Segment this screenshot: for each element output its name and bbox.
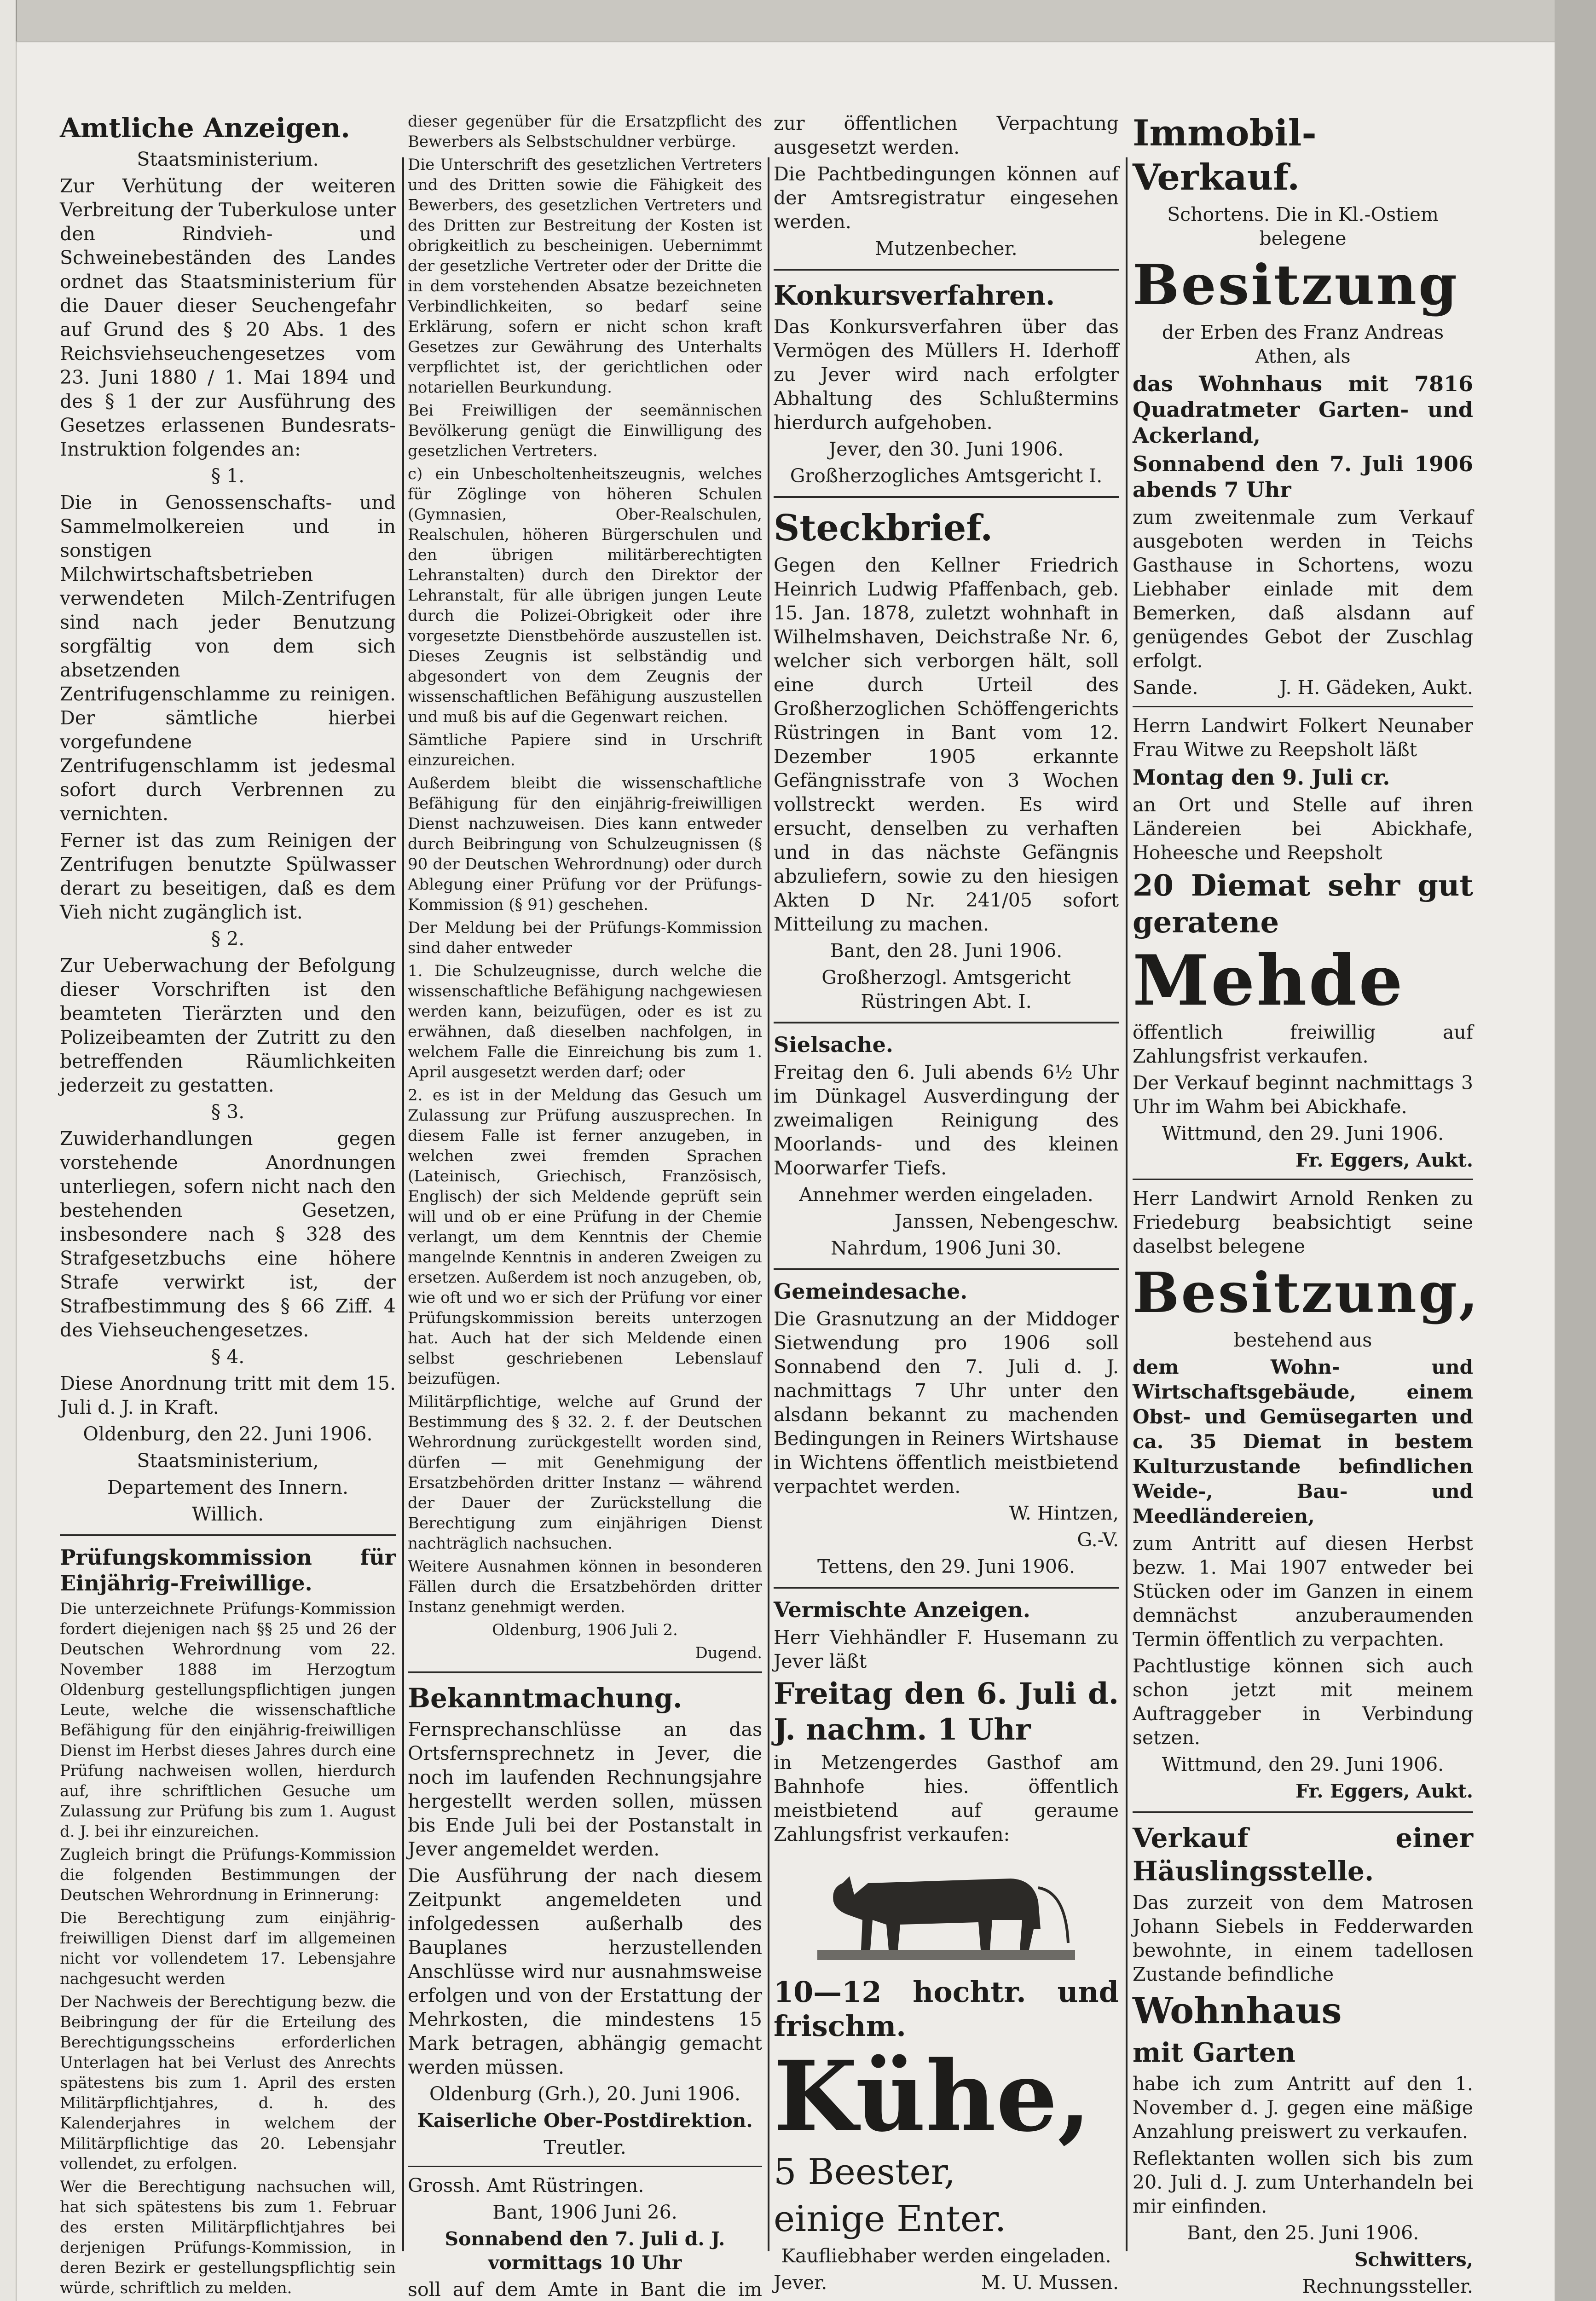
- paragraph: Die Ausführung der nach diesem Zeitpunkt angemeldeten und infolgedessen außerhalb des Bauplanes herzustellenden Anschlüsse wird nur ausnahmsweise erfolgen und von der Erstattung der Mehrkosten, die mindestens 15 Mark betragen, abhängig gemacht werden müssen.: [408, 1865, 762, 2078]
- auction-date: Freitag den 6. Juli d. J. nachm. 1 Uhr: [774, 1677, 1119, 1747]
- section-mark: § 1.: [211, 465, 245, 487]
- column-rule: [402, 157, 404, 2251]
- date-line: Bant, den 25. Juni 1906.: [1186, 2222, 1419, 2244]
- divider: [1133, 1811, 1473, 1813]
- hay-headline: Mehde: [1133, 940, 1405, 1021]
- date-line: Oldenburg, 1906 Juli 2.: [492, 1621, 678, 1639]
- official-notices-heading: Amtliche Anzeigen.: [60, 112, 350, 144]
- place-name: Jever.: [774, 2272, 827, 2294]
- house-headline: Wohnhaus: [1133, 1990, 1342, 2032]
- signature-line: Departement des Innern.: [107, 1476, 349, 1498]
- section-mark: § 3.: [211, 1101, 245, 1123]
- cattle-count: 10—12 hochtr. und frischm.: [774, 1975, 1119, 2043]
- paragraph: Die unterzeichnete Prüfungs-Kommission fordert diejenigen nach §§ 25 und 26 der Deutschen Wehrordnung vom 22. November 1888 im Herzogtum Oldenburg gestellungspflichtigen jungen Leute, welche die wissenschaftliche Befähigung für den einjährig-freiwilligen Dienst im Herbst dieses Jahres durch eine Prüfung nachweisen wollen, hierdurch auf, ihre schriftlichen Gesuche um Zulassung zur Prüfung bis zum 1. August d. J. bei ihr einzureichen.: [60, 1600, 396, 1841]
- section-mark: § 4.: [211, 1346, 245, 1368]
- paragraph: Bei Freiwilligen der seemännischen Bevölkerung genügt die Einwilligung des gesetzlichen Vertreters.: [408, 401, 762, 460]
- paragraph: Schortens. Die in Kl.-Ostiem belegene: [1167, 203, 1439, 249]
- authority-line: Großherzogliches Amtsgericht I.: [790, 465, 1103, 487]
- divider: [774, 1268, 1119, 1270]
- paragraph: Der Verkauf beginnt nachmittags 3 Uhr im Wahm bei Abickhafe.: [1133, 1072, 1473, 1118]
- signature-row: [774, 2271, 1119, 2295]
- paragraph: Weitere Ausnahmen können in besonderen Fällen durch die Ersatzbehörden dritter Instanz genehmigt werden.: [408, 1557, 762, 1616]
- paragraph: c) ein Unbescholtenheitszeugnis, welches für Zöglinge von höheren Schulen (Gymnasien, Ober-Realschulen, Realschulen, höheren Bürgerschulen und den übrigen militärberechtigten Lehranstalten) durch den Direktor der Lehranstalt, für alle übrigen jungen Leute durch die Polizei-Obrigkeit oder ihre vorgesetzte Dienstbehörde auszustellen ist. Dieses Zeugnis ist selbständig und abgesondert von dem Zeugnis der wissenschaftlichen Befähigung auszustellen und muß bis auf die Gegenwart reichen.: [408, 465, 762, 726]
- divider: [408, 2166, 762, 2167]
- paragraph: dieser gegenüber für die Ersatzpflicht des Bewerbers als Selbstschuldner verbürge.: [408, 112, 762, 151]
- signature-name: Janssen, Nebengeschw.: [894, 1210, 1119, 1232]
- paragraph: Sämtliche Papiere sind in Urschrift einzureichen.: [408, 731, 762, 769]
- paragraph: öffentlich freiwillig auf Zahlungsfrist verkaufen.: [1133, 1021, 1473, 1067]
- paragraph: Die Berechtigung zum einjährig-freiwilligen Dienst darf im allgemeinen nicht vor vollendetem 17. Lebensjahre nachgesucht werden: [60, 1909, 396, 1988]
- paragraph: Fernsprechanschlüsse an das Ortsfernsprechnetz in Jever, die noch im laufenden Rechnungsjahre hergestellt werden sollen, müssen bis Ende Juli bei der Postanstalt in Jever angemeldet werden.: [408, 1718, 762, 1860]
- paragraph: Gegen den Kellner Friedrich Heinrich Ludwig Pfaffenbach, geb. 15. Jan. 1878, zuletzt wohnhaft in Wilhelmshaven, Deichstraße Nr. 6, welcher sich verborgen hält, soll eine durch Urteil des Großherzoglichen Schöffengerichts Rüstringen in Bant vom 12. Dezember 1905 erkannte Gefängnisstrafe von 3 Wochen vollstreckt werden. Es wird ersucht, denselben zu verhaften und in das nächste Gefängnis abzuliefern, sowie zu den hiesigen Akten D Nr. 241/05 sofort Mitteilung zu machen.: [774, 554, 1119, 935]
- paragraph: Zur Verhütung der weiteren Verbreitung der Tuberkulose unter den Rindvieh- und Schweinebeständen des Landes ordnet das Staatsministerium für die Dauer dieser Seuchengefahr auf Grund des § 20 Abs. 1 des Reichsviehseuchengesetzes vom 23. Juni 1880 / 1. Mai 1894 und des § 1 der zur Ausführung des Gesetzes erlassenen Bundesrats-Instruktion folgendes an:: [60, 175, 396, 460]
- paragraph: Herrn Landwirt Folkert Neunaber Frau Witwe zu Reepsholt läßt: [1133, 715, 1473, 761]
- paragraph: Außerdem bleibt die wissenschaftliche Befähigung für den einjährig-freiwilligen Dienst nachzuweisen. Dies kann entweder durch Beibringung von Schulzeugnissen (§ 90 der Deutschen Wehrordnung) oder durch Ablegung einer Prüfung vor der Prüfungs-Kommission (§ 91) geschehen.: [408, 774, 762, 914]
- paragraph: Herr Landwirt Arnold Renken zu Friedeburg beabsichtigt seine daselbst belegene: [1133, 1187, 1473, 1257]
- page-edge-shadow: [1555, 0, 1596, 2301]
- paragraph: der Erben des Franz Andreas Athen, als: [1162, 321, 1444, 367]
- property-details: dem Wohn- und Wirtschaftsgebäude, einem Obst- und Gemüsegarten und ca. 35 Diemat in bestem Kulturzustande befindlichen Weide-, Bau- und Meedländereien,: [1133, 1356, 1473, 1527]
- garden-line: mit Garten: [1133, 2037, 1295, 2068]
- date-line: Oldenburg (Grh.), 20. Juni 1906.: [429, 2083, 741, 2105]
- paragraph: in Metzengerdes Gasthof am Bahnhofe hies. öffentlich meistbietend auf geraume Zahlungsfrist verkaufen:: [774, 1752, 1119, 1845]
- date-line: Tettens, den 29. Juni 1906.: [817, 1555, 1076, 1578]
- paragraph: Das Konkursverfahren über das Vermögen des Müllers H. Iderhoff zu Jever wird nach erfolgter Abhaltung des Schlußtermins hierdurch aufgehoben.: [774, 316, 1119, 434]
- misc-ads-heading: Vermischte Anzeigen.: [774, 1597, 1030, 1622]
- beasts-line: 5 Beester,: [774, 2151, 956, 2193]
- property-headline: Besitzung,: [1133, 1260, 1480, 1325]
- paragraph: habe ich zum Antritt auf den 1. November d. J. gegen eine mäßige Anzahlung preiswert zu verkaufen.: [1133, 2073, 1473, 2143]
- signature-name: Willich.: [191, 1503, 264, 1525]
- authority-line: Großherzogl. Amtsgericht Rüstringen Abt. I.: [821, 966, 1071, 1012]
- divider: [60, 1534, 396, 1536]
- meadow-quantity: 20 Diemat sehr gut geratene: [1133, 868, 1473, 940]
- divider: [408, 1671, 762, 1673]
- paragraph: Ferner ist das zum Reinigen der Zentrifugen benutzte Spülwasser derart zu beseitigen, daß es dem Vieh nicht zugänglich ist.: [60, 829, 396, 923]
- paragraph: zur öffentlichen Verpachtung ausgesetzt werden.: [774, 112, 1119, 158]
- paragraph: bestehend aus: [1233, 1329, 1372, 1351]
- date-line: Wittmund, den 29. Juni 1906.: [1162, 1753, 1444, 1775]
- sale-date: Sonnabend den 7. Juli 1906 abends 7 Uhr: [1133, 451, 1473, 502]
- wanted-heading: Steckbrief.: [774, 507, 993, 549]
- paragraph: Freitag den 6. Juli abends 6½ Uhr im Dünkagel Ausverdingung der zweimaligen Reinigung des Moorlands- und des kleinen Moorwarfer Tiefs.: [774, 1061, 1119, 1179]
- paragraph: Zur Ueberwachung der Befolgung dieser Vorschriften ist den beamteten Tierärzten und den Polizeibeamten der Zutritt zu den betreffenden Räumlichkeiten jederzeit zu gestatten.: [60, 954, 396, 1096]
- date-line: Nahrdum, 1906 Juni 30.: [831, 1237, 1062, 1259]
- divider: [774, 1587, 1119, 1589]
- paragraph: Reflektanten wollen sich bis zum 20. Juli d. J. zum Unterhandeln bei mir einfinden.: [1133, 2147, 1473, 2217]
- announcement-heading: Bekanntmachung.: [408, 1682, 682, 1714]
- column-2: [408, 111, 762, 2301]
- paragraph: Zugleich bringt die Prüfungs-Kommission die folgenden Bestimmungen der Deutschen Wehrordnung in Erinnerung:: [60, 1845, 396, 1904]
- cows-headline: Kühe,: [774, 2040, 1091, 2153]
- signature-name: M. U. Mussen.: [981, 2272, 1119, 2294]
- column-rule: [1126, 157, 1128, 2251]
- house-details: das Wohnhaus mit 7816 Quadratmeter Garten- und Ackerland,: [1133, 371, 1473, 448]
- section-mark: § 2.: [211, 928, 245, 950]
- paragraph: zum Antritt auf diesen Herbst bezw. 1. Mai 1907 entweder bei Stücken oder im Ganzen in einem demnächst anzuberaumenden Termin öffentlich zu verpachten.: [1133, 1532, 1473, 1650]
- paragraph: Die in Genossenschafts- und Sammelmolkereien und in sonstigen Milchwirtschaftsbetrieben verwendeten Milch-Zentrifugen sind nach jeder Benutzung sorgfältig von dem sich absetzenden Zentrifugenschlamme zu reinigen. Der sämtliche hierbei vorgefundene Zentrifugenschlamm ist jedesmal sofort durch Verbrennen zu vernichten.: [60, 491, 396, 825]
- property-headline: Besitzung: [1133, 253, 1459, 318]
- paragraph: Das zurzeit von dem Matrosen Johann Siebels in Fedderwarden bewohnte, in einem tadellosen Zustande befindliche: [1133, 1891, 1473, 1985]
- paragraph: Pachtlustige können sich auch schon jetzt mit meinem Auftraggeber in Verbindung setzen.: [1133, 1655, 1473, 1749]
- paragraph: Kaufliebhaber werden eingeladen.: [781, 2245, 1111, 2267]
- signature-name: Fr. Eggers, Aukt.: [1295, 1780, 1473, 1802]
- date-line: Oldenburg, den 22. Juni 1906.: [83, 1423, 373, 1445]
- column-1: [60, 111, 396, 2297]
- divider: [774, 1022, 1119, 1023]
- paragraph: Diese Anordnung tritt mit dem 15. Juli d. J. in Kraft.: [60, 1372, 396, 1418]
- authority-line: Kaiserliche Ober-Postdirektion.: [417, 2110, 753, 2132]
- newspaper-page: [17, 42, 1555, 2301]
- paragraph: soll auf dem Amte in Bant die im: [408, 2278, 762, 2301]
- municipal-heading: Gemeindesache.: [774, 1279, 968, 1304]
- authority-line: Grossh. Amt Rüstringen.: [408, 2174, 644, 2197]
- divider: [1133, 1179, 1473, 1180]
- paragraph: zum zweitenmale zum Verkauf ausgeboten werden in Teichs Gasthause in Schortens, wozu Liebhaber einlade mit dem Bemerken, daß alsdann auf genügendes Gebot der Zuschlag erfolgt.: [1133, 506, 1473, 672]
- signature-line: Staatsministerium,: [137, 1450, 319, 1472]
- signature-name: Treutler.: [544, 2136, 626, 2158]
- paragraph: Annehmer werden eingeladen.: [799, 1184, 1093, 1206]
- paragraph: Herr Viehhändler F. Husemann zu Jever läßt: [774, 1626, 1119, 1672]
- sale-heading: Verkauf einer Häuslingsstelle.: [1133, 1822, 1473, 1887]
- signature-name: J. H. Gädeken, Aukt.: [1279, 676, 1473, 699]
- cow-illustration-icon: [817, 1851, 1075, 1971]
- paragraph: Der Nachweis der Berechtigung bezw. die Beibringung der für die Erteilung des Berechtigungsscheins erforderlichen Unterlagen hat bei Verlust des Anrechts spätestens bis zum 1. April des ersten Militärpflichtjahres, d. h. des Kalenderjahres in welchem der Militärpflichtige das 20. Lebensjahr vollendet, zu erfolgen.: [60, 1993, 396, 2173]
- divider: [774, 496, 1119, 498]
- divider: [774, 269, 1119, 271]
- exam-commission-heading: Prüfungskommission für Einjährig-Freiwillige.: [60, 1545, 396, 1596]
- date-line: Wittmund, den 29. Juni 1906.: [1162, 1122, 1444, 1145]
- signature-title: Rechnungssteller.: [1302, 2275, 1473, 2297]
- paragraph: Der Meldung bei der Prüfungs-Kommission sind daher entweder: [408, 919, 762, 957]
- dept-label: Staatsministerium.: [137, 148, 319, 170]
- column-4: [1133, 111, 1480, 2297]
- signature-name: Dugend.: [695, 1644, 762, 1662]
- sluice-heading: Sielsache.: [774, 1032, 893, 1057]
- paragraph: Wer die Berechtigung nachsuchen will, hat sich spätestens bis zum 1. Februar des ersten Militärpflichtjahres bei derjenigen Prüfungs-Kommission, in deren Bezirk er gestellungspflichtig sein würde, schriftlich zu melden.: [60, 2178, 396, 2297]
- binding-gutter: [0, 0, 17, 2301]
- paragraph: 1. Die Schulzeugnisse, durch welche die wissenschaftliche Befähigung nachgewiesen werden kann, beizufügen, oder es ist zu erwähnen, daß dieselben nachfolgen, in welchem Falle die Einreichung bis zum 1. April ausgesetzt werden darf; oder: [408, 962, 762, 1081]
- event-time: Sonnabend den 7. Juli d. J. vormittags 10 Uhr: [445, 2228, 725, 2274]
- paragraph: Die Pachtbedingungen können auf der Amtsregistratur eingesehen werden.: [774, 163, 1119, 233]
- paragraph: Militärpflichtige, welche auf Grund der Bestimmung des § 32. 2. f. der Deutschen Wehrordnung zurückgestellt worden sind, dürfen — mit Genehmigung der Ersatzbehörden dritter Instanz — während der Dauer der Zurückstellung die Berechtigung zum einjährigen Dienst nachträglich nachsuchen.: [408, 1393, 762, 1553]
- date-line: Bant, 1906 Juni 26.: [492, 2201, 677, 2223]
- paragraph: Zuwiderhandlungen gegen vorstehende Anordnungen unterliegen, sofern nicht nach den bestehenden Gesetzen, insbesondere nach § 328 des Strafgesetzbuchs eine höhere Strafe verwirkt ist, der Strafbestimmung des § 66 Ziff. 4 des Viehseuchengesetzes.: [60, 1127, 396, 1341]
- column-rule: [768, 157, 769, 2251]
- ducks-line: einige Enter.: [774, 2198, 1006, 2240]
- signature-title: G.-V.: [1077, 1529, 1119, 1551]
- signature-name: Fr. Eggers, Aukt.: [1295, 1149, 1473, 1171]
- paragraph: Die Grasnutzung an der Middoger Sietwendung pro 1906 soll Sonnabend den 7. Juli d. J. nachmittags 7 Uhr unter den alsdann bekannt zu machenden Bedingungen in Reiners Wirtshause in Wichtens öffentlich meistbietend verpachtet werden.: [774, 1308, 1119, 1497]
- paragraph: an Ort und Stelle auf ihren Ländereien bei Abickhafe, Hoheesche und Reepsholt: [1133, 794, 1473, 864]
- real-estate-heading: Immobil-Verkauf.: [1133, 112, 1317, 198]
- date-line: Jever, den 30. Juni 1906.: [828, 438, 1064, 460]
- signature-name: W. Hintzen,: [1009, 1502, 1119, 1524]
- date-line: Bant, den 28. Juni 1906.: [830, 940, 1063, 962]
- divider: [1133, 706, 1473, 707]
- signature-row: [1133, 676, 1473, 700]
- column-3: [774, 111, 1119, 2294]
- signature-name: Mutzenbecher.: [875, 237, 1018, 260]
- sale-date: Montag den 9. Juli cr.: [1133, 765, 1390, 790]
- paragraph: Die Unterschrift des gesetzlichen Vertreters und des Dritten sowie die Fähigkeit des Bewerbers, des gesetzlichen Vertreters und des Dritten zur Bestreitung der Kosten ist obrigkeitlich zu bescheinigen. Uebernimmt der gesetzliche Vertreter oder der Dritte die in dem vorstehenden Absatze bezeichneten Verbindlichkeiten, so bedarf seine Erklärung, sofern er nicht schon kraft Gesetzes zur Gewährung des Unterhalts verpflichtet ist, der gerichtlichen oder notariellen Beurkundung.: [408, 156, 762, 397]
- bankruptcy-heading: Konkursverfahren.: [774, 280, 1055, 311]
- signature-name: Schwitters,: [1354, 2249, 1473, 2271]
- paragraph: 2. es ist in der Meldung das Gesuch um Zulassung zur Prüfung auszusprechen. In diesem Falle ist ferner anzugeben, in welchen zwei fremden Sprachen (Lateinisch, Griechisch, Französisch, Englisch) der sich Meldende geprüft sein will und ob er eine Prüfung in der Chemie verlangt, um dem Kenntnis der Chemie mangelnde Kenntnis in anderen Zweigen zu ersetzen. Außerdem ist noch anzugeben, ob, wie oft und wo er sich der Prüfung vor einer Prüfungskommission bereits unterzogen hat. Auch hat der sich Meldende einen selbst geschriebenen Lebenslauf beizufügen.: [408, 1086, 762, 1388]
- place-name: Sande.: [1133, 676, 1198, 699]
